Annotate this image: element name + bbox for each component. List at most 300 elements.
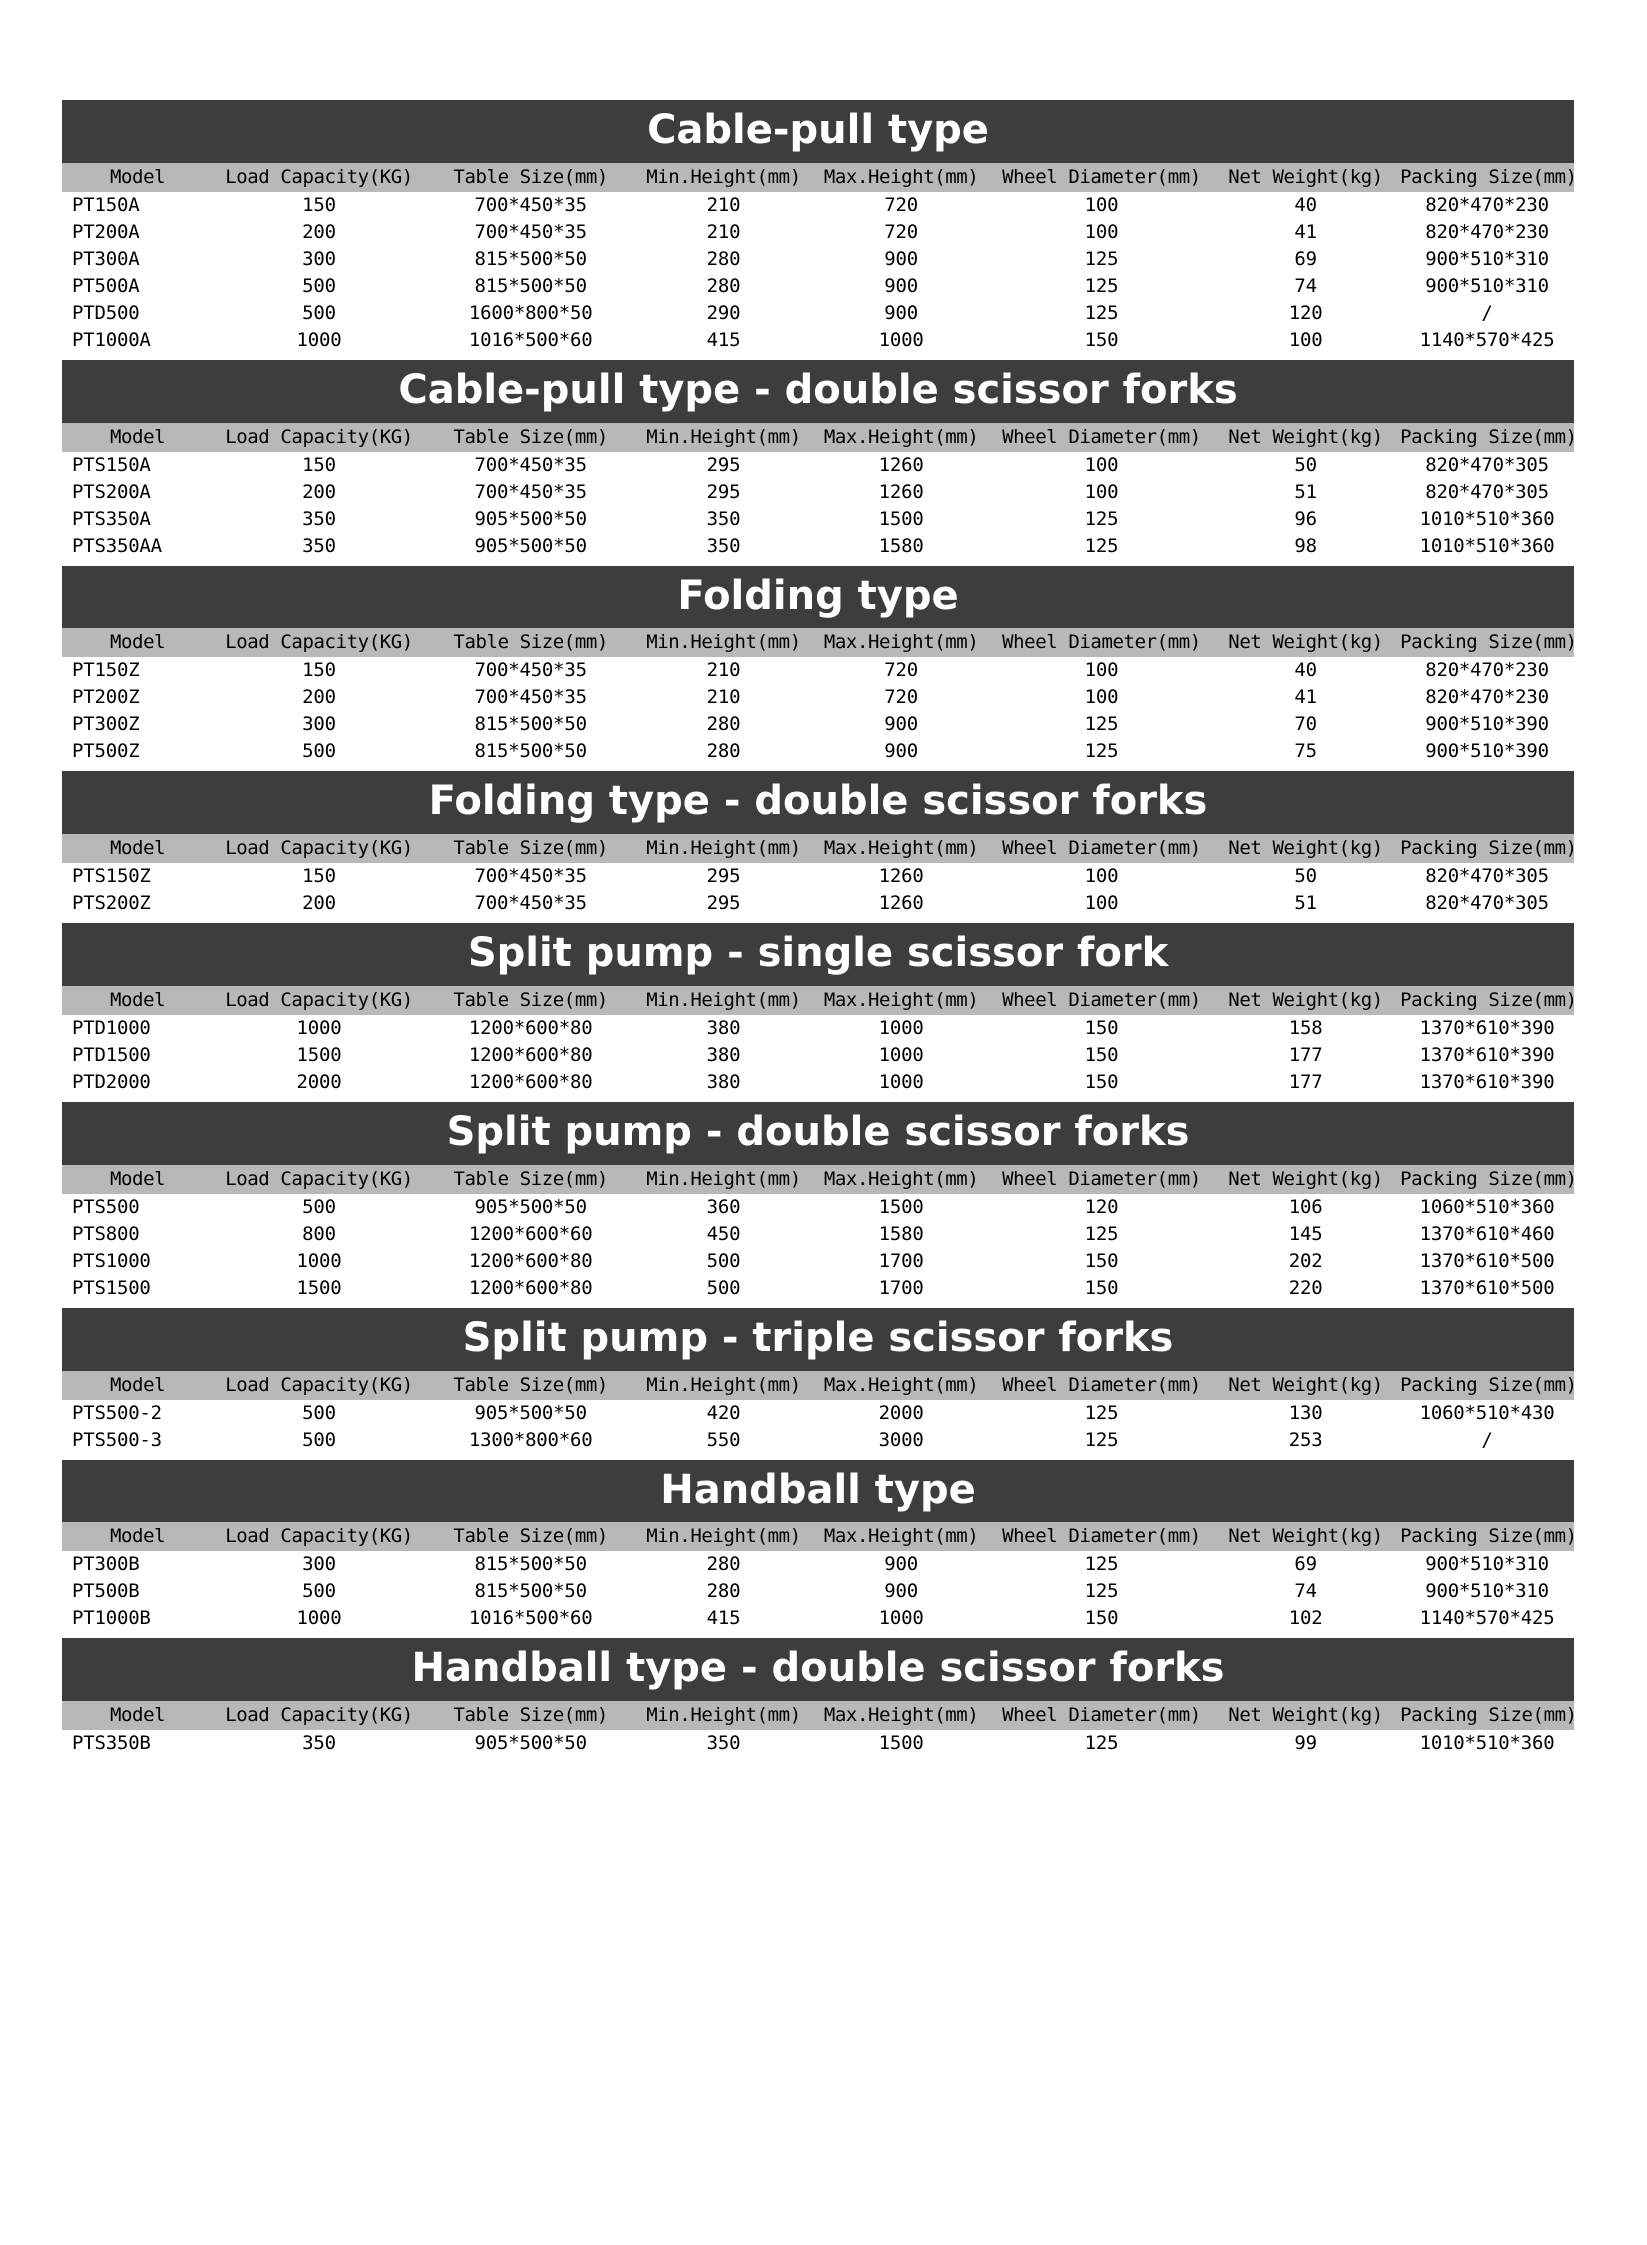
column-header: Table Size(mm) [453,425,608,448]
spec-table [62,1522,1577,1632]
spec-cell: 280 [637,1551,811,1578]
spec-cell: 500 [213,1427,425,1454]
section-title: Cable-pull type - double scissor forks [62,360,1574,423]
column-header: Max.Height(mm) [823,1525,979,1548]
model-cell: PT200A [62,219,213,246]
spec-cell: 1010*510*360 [1400,1730,1574,1757]
spec-cell: 420 [637,1400,811,1427]
column-header: Table Size(mm) [453,1704,608,1727]
spec-cell: 1000 [810,1015,991,1042]
product-section [62,771,1577,917]
column-header: Net Weight(kg) [1228,1167,1383,1190]
spec-cell: 1000 [810,327,991,354]
spec-cell: 100 [992,479,1211,506]
spec-cell: 1370*610*390 [1400,1042,1574,1069]
table-header-row [62,1701,1574,1730]
spec-cell: / [1400,300,1574,327]
model-cell: PT1000A [62,327,213,354]
spec-cell: 900*510*310 [1400,1551,1574,1578]
spec-cell: 700*450*35 [425,219,637,246]
column-header: Model [109,1704,166,1727]
spec-cell: 415 [637,1605,811,1632]
spec-cell: 820*470*305 [1400,452,1574,479]
model-cell: PTS1500 [62,1275,213,1302]
column-header: Wheel Diameter(mm) [1002,1373,1201,1396]
spec-cell: 1200*600*80 [425,1069,637,1096]
column-header: Packing Size(mm) [1400,165,1577,188]
column-header: Table Size(mm) [453,1525,608,1548]
model-cell: PTS800 [62,1221,213,1248]
table-row [62,246,1574,273]
column-header: Net Weight(kg) [1228,988,1383,1011]
spec-cell: 50 [1211,452,1400,479]
spec-cell: 1000 [213,327,425,354]
spec-cell: 815*500*50 [425,273,637,300]
section-title: Cable-pull type [62,100,1574,163]
spec-cell: 41 [1211,219,1400,246]
product-section [62,1308,1577,1454]
table-header-row [62,1522,1574,1551]
section-title: Handball type [62,1460,1574,1523]
column-header: Packing Size(mm) [1400,425,1577,448]
table-header-row [62,1371,1574,1400]
model-cell: PTS350B [62,1730,213,1757]
column-header: Load Capacity(KG) [225,631,413,654]
spec-cell: 900*510*390 [1400,738,1574,765]
table-row [62,1730,1574,1757]
spec-cell: 900 [810,1578,991,1605]
spec-cell: 700*450*35 [425,452,637,479]
spec-cell: 74 [1211,1578,1400,1605]
spec-cell: 820*470*230 [1400,657,1574,684]
spec-cell: 900*510*310 [1400,1578,1574,1605]
table-row [62,657,1574,684]
table-row [62,1069,1574,1096]
spec-cell: 295 [637,479,811,506]
column-header: Model [109,1525,166,1548]
column-header: Max.Height(mm) [823,1704,979,1727]
spec-cell: 1010*510*360 [1400,506,1574,533]
column-header: Wheel Diameter(mm) [1002,631,1201,654]
spec-cell: 500 [213,300,425,327]
spec-table [62,1371,1577,1454]
spec-cell: 1060*510*430 [1400,1400,1574,1427]
spec-cell: 125 [992,1427,1211,1454]
spec-cell: 450 [637,1221,811,1248]
spec-cell: 290 [637,300,811,327]
column-header: Packing Size(mm) [1400,988,1577,1011]
model-cell: PTS1000 [62,1248,213,1275]
column-header: Model [109,631,166,654]
model-cell: PTD2000 [62,1069,213,1096]
spec-cell: 350 [213,1730,425,1757]
table-row [62,452,1574,479]
table-row [62,192,1574,219]
column-header: Load Capacity(KG) [225,165,413,188]
column-header: Table Size(mm) [453,165,608,188]
spec-cell: 200 [213,219,425,246]
spec-cell: 100 [992,890,1211,917]
spec-cell: 100 [992,452,1211,479]
spec-cell: 1370*610*390 [1400,1015,1574,1042]
column-header: Wheel Diameter(mm) [1002,1525,1201,1548]
spec-cell: 1200*600*80 [425,1015,637,1042]
column-header: Max.Height(mm) [823,837,979,860]
column-header: Min.Height(mm) [646,425,801,448]
table-row [62,1275,1574,1302]
spec-cell: 125 [992,1551,1211,1578]
spec-table [62,834,1577,917]
product-section [62,1638,1577,1757]
spec-cell: 815*500*50 [425,1551,637,1578]
spec-cell: 280 [637,738,811,765]
spec-cell: 720 [810,684,991,711]
spec-cell: 2000 [213,1069,425,1096]
model-cell: PT150Z [62,657,213,684]
model-cell: PT1000B [62,1605,213,1632]
spec-cell: 253 [1211,1427,1400,1454]
column-header: Wheel Diameter(mm) [1002,837,1201,860]
section-title: Folding type - double scissor forks [62,771,1574,834]
spec-cell: 125 [992,1578,1211,1605]
spec-cell: 70 [1211,711,1400,738]
spec-cell: 905*500*50 [425,1400,637,1427]
spec-cell: 1700 [810,1275,991,1302]
spec-cell: 700*450*35 [425,863,637,890]
spec-cell: 815*500*50 [425,711,637,738]
column-header: Table Size(mm) [453,631,608,654]
spec-cell: 1200*600*80 [425,1248,637,1275]
spec-table [62,986,1577,1096]
section-title: Handball type - double scissor forks [62,1638,1574,1701]
spec-cell: 75 [1211,738,1400,765]
spec-cell: 720 [810,219,991,246]
spec-cell: 280 [637,273,811,300]
spec-cell: 40 [1211,657,1400,684]
table-row [62,1400,1574,1427]
spec-cell: 550 [637,1427,811,1454]
spec-cell: 106 [1211,1194,1400,1221]
column-header: Wheel Diameter(mm) [1002,1167,1201,1190]
table-row [62,479,1574,506]
spec-cell: 1000 [810,1069,991,1096]
spec-cell: 51 [1211,890,1400,917]
column-header: Min.Height(mm) [646,1525,801,1548]
spec-cell: 3000 [810,1427,991,1454]
spec-cell: 98 [1211,533,1400,560]
column-header: Min.Height(mm) [646,837,801,860]
spec-table [62,1165,1577,1302]
spec-cell: 700*450*35 [425,479,637,506]
column-header: Max.Height(mm) [823,1373,979,1396]
spec-cell: 130 [1211,1400,1400,1427]
table-header-row [62,834,1574,863]
spec-cell: 1060*510*360 [1400,1194,1574,1221]
spec-cell: 500 [213,273,425,300]
spec-cell: 700*450*35 [425,192,637,219]
table-header-row [62,986,1574,1015]
spec-cell: 50 [1211,863,1400,890]
table-row [62,506,1574,533]
spec-cell: 280 [637,246,811,273]
model-cell: PTS500 [62,1194,213,1221]
spec-cell: 900*510*390 [1400,711,1574,738]
column-header: Load Capacity(KG) [225,988,413,1011]
table-row [62,300,1574,327]
column-header: Load Capacity(KG) [225,1373,413,1396]
spec-cell: 295 [637,863,811,890]
spec-cell: 120 [1211,300,1400,327]
column-header: Net Weight(kg) [1228,1525,1383,1548]
spec-cell: 210 [637,192,811,219]
table-row [62,1248,1574,1275]
column-header: Net Weight(kg) [1228,631,1383,654]
table-row [62,890,1574,917]
column-header: Load Capacity(KG) [225,425,413,448]
spec-cell: 1260 [810,863,991,890]
spec-cell: 1500 [213,1275,425,1302]
spec-cell: 177 [1211,1042,1400,1069]
spec-cell: 815*500*50 [425,1578,637,1605]
spec-cell: 125 [992,533,1211,560]
column-header: Packing Size(mm) [1400,1525,1577,1548]
column-header: Max.Height(mm) [823,1167,979,1190]
spec-cell: 100 [992,657,1211,684]
column-header: Load Capacity(KG) [225,837,413,860]
spec-cell: 350 [637,1730,811,1757]
model-cell: PT300A [62,246,213,273]
product-section [62,360,1577,560]
column-header: Net Weight(kg) [1228,1704,1383,1727]
spec-cell: / [1400,1427,1574,1454]
column-header: Load Capacity(KG) [225,1525,413,1548]
spec-cell: 100 [992,684,1211,711]
spec-cell: 700*450*35 [425,684,637,711]
model-cell: PT500B [62,1578,213,1605]
spec-cell: 99 [1211,1730,1400,1757]
spec-cell: 500 [213,738,425,765]
table-row [62,1194,1574,1221]
table-row [62,863,1574,890]
model-cell: PT300Z [62,711,213,738]
column-header: Net Weight(kg) [1228,165,1383,188]
spec-cell: 150 [992,1605,1211,1632]
spec-cell: 1500 [810,1194,991,1221]
spec-cell: 1010*510*360 [1400,533,1574,560]
spec-cell: 1300*800*60 [425,1427,637,1454]
section-title: Split pump - single scissor fork [62,923,1574,986]
product-section [62,1102,1577,1302]
column-header: Min.Height(mm) [646,1373,801,1396]
column-header: Max.Height(mm) [823,631,979,654]
table-header-row [62,163,1574,192]
spec-cell: 41 [1211,684,1400,711]
table-row [62,684,1574,711]
spec-cell: 150 [992,1015,1211,1042]
spec-cell: 300 [213,246,425,273]
spec-cell: 900 [810,273,991,300]
spec-cell: 820*470*305 [1400,890,1574,917]
spec-cell: 177 [1211,1069,1400,1096]
spec-table [62,628,1577,765]
spec-cell: 380 [637,1042,811,1069]
product-section [62,1460,1577,1633]
table-header-row [62,1165,1574,1194]
table-row [62,1551,1574,1578]
spec-cell: 820*470*305 [1400,479,1574,506]
column-header: Model [109,1167,166,1190]
model-cell: PTD500 [62,300,213,327]
column-header: Min.Height(mm) [646,631,801,654]
spec-cell: 820*470*230 [1400,219,1574,246]
table-row [62,1221,1574,1248]
table-header-row [62,423,1574,452]
model-cell: PT500A [62,273,213,300]
spec-cell: 125 [992,300,1211,327]
spec-cell: 300 [213,1551,425,1578]
spec-cell: 1500 [810,506,991,533]
spec-cell: 700*450*35 [425,657,637,684]
model-cell: PT150A [62,192,213,219]
column-header: Table Size(mm) [453,988,608,1011]
spec-cell: 2000 [810,1400,991,1427]
spec-cell: 150 [992,1248,1211,1275]
spec-cell: 96 [1211,506,1400,533]
column-header: Min.Height(mm) [646,1704,801,1727]
model-cell: PT300B [62,1551,213,1578]
model-cell: PTS200A [62,479,213,506]
spec-cell: 820*470*230 [1400,192,1574,219]
spec-cell: 1140*570*425 [1400,327,1574,354]
spec-cell: 125 [992,1730,1211,1757]
column-header: Table Size(mm) [453,1167,608,1190]
spec-cell: 815*500*50 [425,246,637,273]
table-row [62,219,1574,246]
spec-cell: 125 [992,711,1211,738]
table-header-row [62,628,1574,657]
column-header: Model [109,425,166,448]
column-header: Packing Size(mm) [1400,1373,1577,1396]
specification-sheet [62,100,1577,1763]
spec-cell: 200 [213,890,425,917]
spec-cell: 1370*610*460 [1400,1221,1574,1248]
spec-cell: 150 [992,1042,1211,1069]
spec-cell: 125 [992,246,1211,273]
table-row [62,1578,1574,1605]
spec-cell: 900 [810,738,991,765]
spec-cell: 1000 [213,1015,425,1042]
section-title: Split pump - triple scissor forks [62,1308,1574,1371]
column-header: Net Weight(kg) [1228,837,1383,860]
spec-cell: 905*500*50 [425,1194,637,1221]
table-row [62,1427,1574,1454]
spec-cell: 800 [213,1221,425,1248]
spec-cell: 380 [637,1069,811,1096]
table-row [62,533,1574,560]
column-header: Packing Size(mm) [1400,631,1577,654]
spec-cell: 1580 [810,1221,991,1248]
column-header: Max.Height(mm) [823,165,979,188]
spec-cell: 1600*800*50 [425,300,637,327]
spec-cell: 1580 [810,533,991,560]
section-title: Folding type [62,566,1574,629]
spec-cell: 125 [992,506,1211,533]
spec-cell: 295 [637,890,811,917]
column-header: Load Capacity(KG) [225,1167,413,1190]
spec-cell: 1200*600*60 [425,1221,637,1248]
spec-cell: 280 [637,711,811,738]
spec-cell: 200 [213,479,425,506]
table-row [62,327,1574,354]
spec-cell: 150 [992,327,1211,354]
spec-cell: 210 [637,657,811,684]
table-row [62,273,1574,300]
column-header: Max.Height(mm) [823,425,979,448]
spec-cell: 500 [637,1248,811,1275]
spec-cell: 720 [810,657,991,684]
spec-cell: 145 [1211,1221,1400,1248]
column-header: Net Weight(kg) [1228,1373,1383,1396]
table-row [62,1605,1574,1632]
model-cell: PTS500-3 [62,1427,213,1454]
spec-cell: 125 [992,1221,1211,1248]
spec-cell: 500 [213,1578,425,1605]
spec-cell: 905*500*50 [425,506,637,533]
spec-cell: 815*500*50 [425,738,637,765]
spec-cell: 1000 [810,1605,991,1632]
model-cell: PTS350AA [62,533,213,560]
column-header: Table Size(mm) [453,1373,608,1396]
table-row [62,1042,1574,1069]
spec-cell: 295 [637,452,811,479]
spec-cell: 1200*600*80 [425,1275,637,1302]
spec-cell: 1016*500*60 [425,1605,637,1632]
spec-cell: 500 [637,1275,811,1302]
spec-cell: 200 [213,684,425,711]
spec-cell: 150 [992,1275,1211,1302]
column-header: Max.Height(mm) [823,988,979,1011]
table-row [62,711,1574,738]
spec-cell: 1200*600*80 [425,1042,637,1069]
spec-cell: 69 [1211,246,1400,273]
spec-table [62,423,1577,560]
spec-cell: 1370*610*500 [1400,1275,1574,1302]
spec-cell: 300 [213,711,425,738]
spec-cell: 102 [1211,1605,1400,1632]
spec-cell: 415 [637,327,811,354]
spec-cell: 280 [637,1578,811,1605]
column-header: Min.Height(mm) [646,988,801,1011]
spec-cell: 125 [992,1400,1211,1427]
spec-cell: 1370*610*500 [1400,1248,1574,1275]
model-cell: PTD1500 [62,1042,213,1069]
column-header: Wheel Diameter(mm) [1002,165,1201,188]
spec-cell: 150 [213,657,425,684]
spec-cell: 900 [810,1551,991,1578]
column-header: Table Size(mm) [453,837,608,860]
spec-cell: 350 [213,506,425,533]
spec-cell: 1260 [810,452,991,479]
spec-cell: 1000 [213,1605,425,1632]
section-title: Split pump - double scissor forks [62,1102,1574,1165]
spec-cell: 1016*500*60 [425,327,637,354]
spec-cell: 1370*610*390 [1400,1069,1574,1096]
spec-cell: 1000 [213,1248,425,1275]
spec-cell: 125 [992,738,1211,765]
column-header: Model [109,837,166,860]
column-header: Min.Height(mm) [646,1167,801,1190]
spec-cell: 100 [992,863,1211,890]
